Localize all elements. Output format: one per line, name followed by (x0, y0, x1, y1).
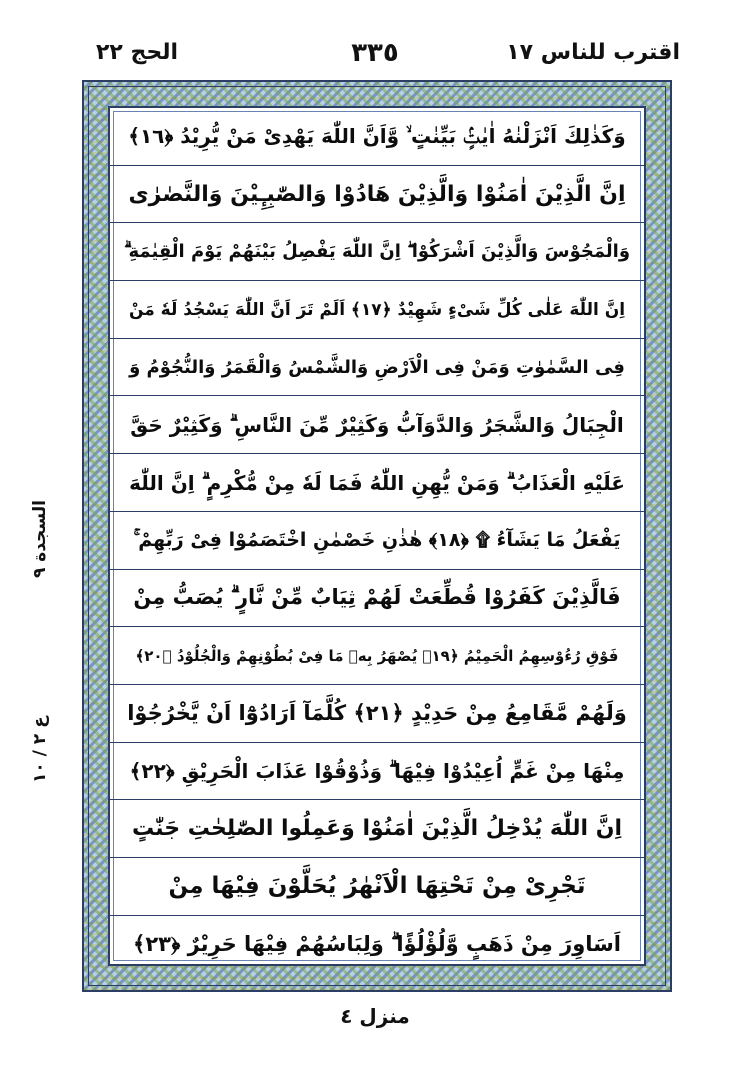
verse-text: عَلَيْهِ الْعَذَابُ ۗ وَمَنْ يُّهِنِ اللّٰهُ فَمَا لَهٗ مِنْ مُّكْرِمٍ ۗ اِنَّ اللّٰهَ (129, 470, 625, 495)
text-line (110, 454, 644, 512)
verse-text: وَالْمَجُوْسَ وَالَّذِيْنَ اَشْرَكُوْا ۖ اِنَّ اللّٰهَ يَفْصِلُ بَيْنَهُمْ يَوْمَ الْقِيٰمَةِ ۗ (123, 241, 631, 263)
text-line (110, 570, 644, 628)
text-line (110, 743, 644, 801)
text-line (110, 397, 644, 455)
ruku-marker: ع ٢ / ١٠ (30, 716, 50, 783)
verse-text: الْجِبَالُ وَالشَّجَرُ وَالدَّوَآبُّ وَكَثِيْرٌ مِّنَ النَّاسِ ۗ وَكَثِيْرٌ حَقَّ (130, 412, 624, 437)
verse-text: يَفْعَلُ مَا يَشَآءُ ۩ ﴿١٨﴾ هٰذٰنِ خَصْمٰنِ اخْتَصَمُوْا فِىْ رَبِّهِمْ ۚ (133, 529, 621, 552)
verse-text: فِى السَّمٰوٰتِ وَمَنْ فِى الْاَرْضِ وَالشَّمْسُ وَالْقَمَرُ وَالنُّجُوْمُ وَ (129, 356, 625, 378)
text-line (110, 916, 644, 974)
verse-text: وَكَذٰلِكَ اَنْزَلْنٰهُ اٰيٰتٍۢ بَيِّنٰتٍ ۙ وَّاَنَّ اللّٰهَ يَهْدِىْ مَنْ يُّرِيْدُ ﴿١٦﴾ (128, 124, 626, 149)
verse-text: مِنْهَا مِنْ غَمٍّ اُعِيْدُوْا فِيْهَا ۗ وَذُوْقُوْا عَذَابَ الْحَرِيْقِ ﴿٢٢﴾ (129, 759, 625, 784)
text-line (110, 858, 644, 916)
page-number: ٣٣٥ (351, 38, 399, 68)
text-line (110, 685, 644, 743)
verse-text: اِنَّ اللّٰهَ يُدْخِلُ الَّذِيْنَ اٰمَنُوْا وَعَمِلُوا الصّٰلِحٰتِ جَنّٰتٍ (131, 816, 623, 842)
text-line (110, 800, 644, 858)
text-line (110, 223, 644, 281)
verse-text: اِنَّ الَّذِيْنَ اٰمَنُوْا وَالَّذِيْنَ هَادُوْا وَالصّٰبِـِٕيْنَ وَالنَّصٰرٰى (128, 181, 626, 207)
surah-name: الحج ٢٢ (96, 40, 179, 65)
text-line (110, 281, 644, 339)
verse-text: اِنَّ اللّٰهَ عَلٰى كُلِّ شَىْءٍ شَهِيْدٌ ﴿١٧﴾ اَلَمْ تَرَ اَنَّ اللّٰهَ يَسْجُدُ لَهٗ مَنْ (128, 299, 626, 320)
juz-name: اقترب للناس ١٧ (506, 40, 680, 65)
text-line (110, 339, 644, 397)
text-panel (108, 106, 646, 966)
sajda-marker: السجدة ٩ (30, 500, 50, 578)
text-line (110, 627, 644, 685)
text-line (110, 166, 644, 224)
verse-text: اَسَاوِرَ مِنْ ذَهَبٍ وَّلُؤْلُؤًا ۗ وَلِبَاسُهُمْ فِيْهَا حَرِيْرٌ ﴿٢٣﴾ (133, 932, 621, 957)
verse-text: تَجْرِىْ مِنْ تَحْتِهَا الْاَنْهٰرُ يُحَلَّوْنَ فِيْهَا مِنْ (168, 873, 586, 900)
text-line (110, 108, 644, 166)
decorative-border (82, 80, 672, 992)
manzil-label: منزل ٤ (340, 1004, 410, 1028)
verse-text: وَلَهُمْ مَّقَامِعُ مِنْ حَدِيْدٍ ﴿٢١﴾ كُلَّمَآ اَرَادُوْٓا اَنْ يَّخْرُجُوْا (127, 701, 627, 726)
verse-text: فَوْقِ رُءُوْسِهِمُ الْحَمِيْمُ ﴿١٩﴾ يُصْهَرُ بِهٖ مَا فِىْ بُطُوْنِهِمْ وَالْجُلُوْدُ ﴿٢٠﴾ (135, 646, 619, 665)
text-line (110, 512, 644, 570)
verse-text: فَالَّذِيْنَ كَفَرُوْا قُطِّعَتْ لَهُمْ ثِيَابٌ مِّنْ نَّارٍ ۗ يُصَبُّ مِنْ (133, 585, 621, 610)
